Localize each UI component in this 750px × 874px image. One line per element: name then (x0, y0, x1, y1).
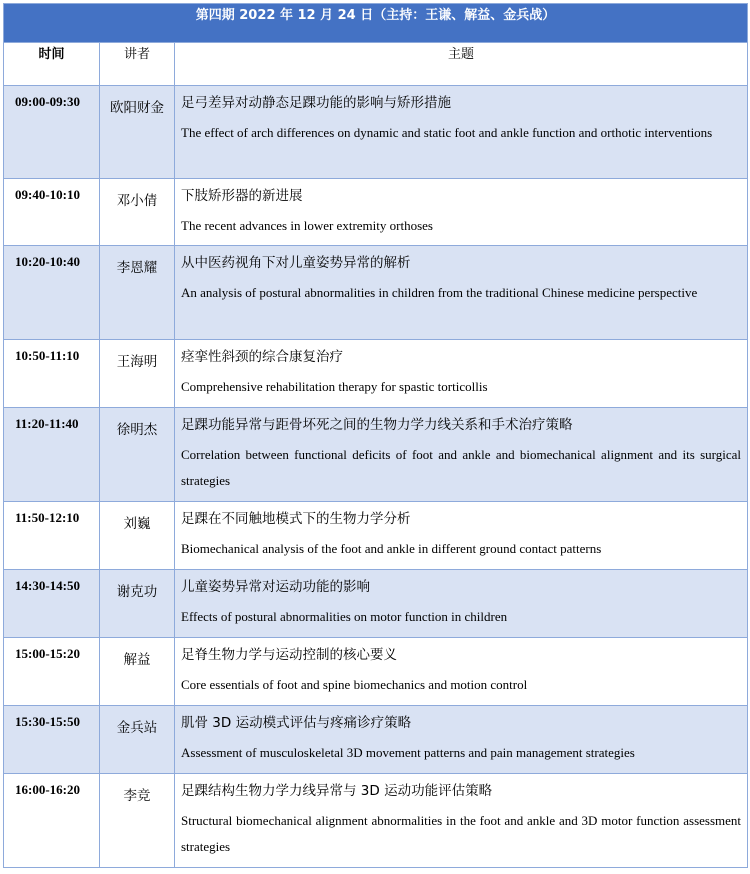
header-topic: 主题 (175, 43, 748, 86)
time-cell: 15:00-15:20 (4, 638, 100, 706)
speaker-cell: 金兵站 (100, 706, 175, 774)
schedule-table (3, 3, 748, 868)
time-cell: 11:20-11:40 (4, 408, 100, 502)
speaker-cell: 李恩耀 (100, 246, 175, 340)
time-cell: 14:30-14:50 (4, 570, 100, 638)
time-cell: 16:00-16:20 (4, 774, 100, 868)
speaker-cell: 解益 (100, 638, 175, 706)
topic-cell (175, 706, 748, 774)
topic-cell (175, 638, 748, 706)
table-row (4, 179, 748, 246)
topic-chinese: 肌骨 3D 运动模式评估与疼痛诊疗策略 (181, 715, 412, 731)
time-cell: 15:30-15:50 (4, 706, 100, 774)
topic-cell (175, 86, 748, 179)
time-cell: 09:40-10:10 (4, 179, 100, 246)
table-row (4, 502, 748, 570)
topic-english: Correlation between functional deficits of foot and ankle and biomechanical alignment and its surgical strategies (181, 447, 742, 488)
topic-chinese: 痉挛性斜颈的综合康复治疗 (181, 349, 343, 365)
session-title: 第四期 2022 年 12 月 24 日（主持：王谦、解益、金兵战） (4, 4, 748, 43)
topic-cell (175, 340, 748, 408)
table-row (4, 774, 748, 868)
speaker-cell: 邓小倩 (100, 179, 175, 246)
speaker-cell: 李竞 (100, 774, 175, 868)
time-cell: 10:20-10:40 (4, 246, 100, 340)
topic-cell (175, 179, 748, 246)
topic-chinese: 足踝在不同触地模式下的生物力学分析 (181, 511, 411, 527)
topic-english: The recent advances in lower extremity orthoses (181, 218, 433, 233)
time-cell: 09:00-09:30 (4, 86, 100, 179)
topic-english: Biomechanical analysis of the foot and ankle in different ground contact patterns (181, 541, 602, 556)
speaker-cell: 欧阳财金 (100, 86, 175, 179)
topic-english: Core essentials of foot and spine biomechanics and motion control (181, 677, 528, 692)
table-row (4, 570, 748, 638)
table-row (4, 86, 748, 179)
time-cell: 11:50-12:10 (4, 502, 100, 570)
speaker-cell: 刘巍 (100, 502, 175, 570)
topic-chinese: 从中医药视角下对儿童姿势异常的解析 (181, 255, 411, 271)
speaker-cell: 王海明 (100, 340, 175, 408)
topic-cell (175, 774, 748, 868)
header-row (4, 43, 748, 86)
topic-chinese: 足脊生物力学与运动控制的核心要义 (181, 647, 397, 663)
topic-cell (175, 408, 748, 502)
header-speaker: 讲者 (100, 43, 175, 86)
topic-chinese: 儿童姿势异常对运动功能的影响 (181, 579, 370, 595)
topic-english: Comprehensive rehabilitation therapy for spastic torticollis (181, 379, 488, 394)
title-row (4, 4, 748, 43)
topic-chinese: 下肢矫形器的新进展 (181, 188, 303, 204)
topic-cell (175, 246, 748, 340)
table-row (4, 408, 748, 502)
topic-english: Assessment of musculoskeletal 3D movement patterns and pain management strategies (181, 745, 635, 760)
topic-english: Effects of postural abnormalities on motor function in children (181, 609, 508, 624)
time-cell: 10:50-11:10 (4, 340, 100, 408)
topic-chinese: 足踝结构生物力学力线异常与 3D 运动功能评估策略 (181, 783, 493, 799)
table-row (4, 340, 748, 408)
topic-cell (175, 502, 748, 570)
speaker-cell: 谢克功 (100, 570, 175, 638)
topic-english: An analysis of postural abnormalities in children from the traditional Chinese medicine perspective (181, 285, 698, 300)
table-row (4, 246, 748, 340)
topic-cell (175, 570, 748, 638)
header-time: 时间 (4, 43, 100, 86)
topic-chinese: 足踝功能异常与距骨坏死之间的生物力学力线关系和手术治疗策略 (181, 417, 573, 433)
table-row (4, 706, 748, 774)
table-row (4, 638, 748, 706)
topic-english: The effect of arch differences on dynamic and static foot and ankle function and orthotic interventions (181, 125, 713, 140)
speaker-cell: 徐明杰 (100, 408, 175, 502)
topic-chinese: 足弓差异对动静态足踝功能的影响与矫形措施 (181, 95, 451, 111)
topic-english: Structural biomechanical alignment abnormalities in the foot and ankle and 3D motor function assessment strategies (181, 813, 742, 854)
